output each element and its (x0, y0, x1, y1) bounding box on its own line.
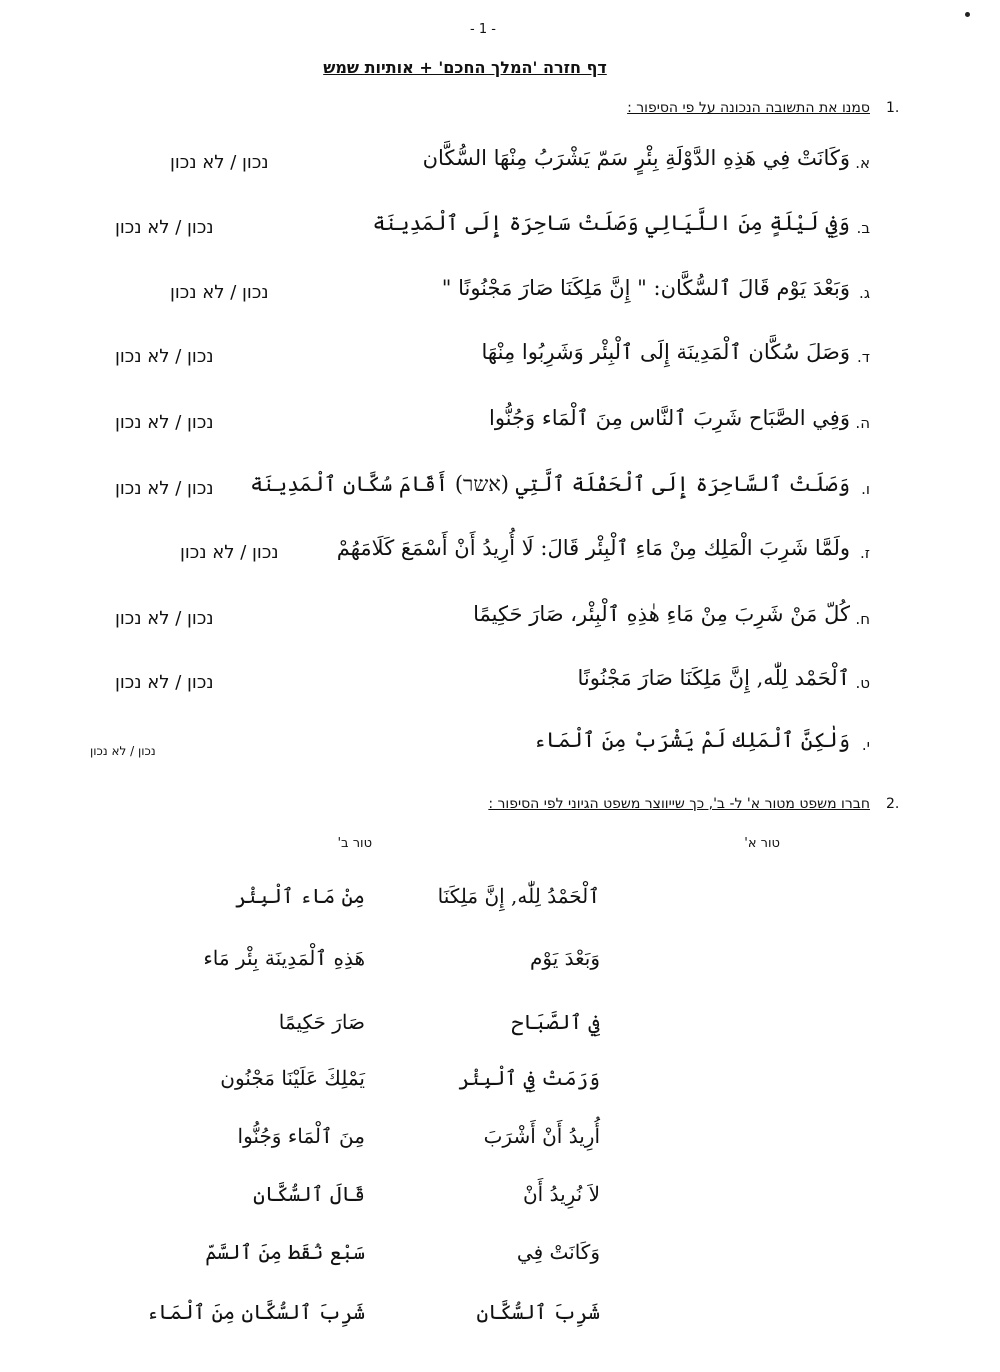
item-letter: ב. (856, 219, 870, 237)
item-letter: א. (855, 154, 870, 172)
column-b-phrase[interactable] (0, 946, 400, 986)
true-false-answer[interactable]: נכון / לא נכון (115, 478, 214, 499)
column-a-phrase[interactable] (400, 884, 800, 924)
arabic-sentence: وَلٰكِنَّ ٱلْمَلِك لَمْ يَشْرَبْ مِنَ ٱلْمَاء (533, 728, 850, 752)
true-false-answer[interactable]: נכון / לא נכון (115, 672, 214, 693)
column-b-text: يَمْلِكَ عَلَيْنَا مَجْنُون (220, 1066, 365, 1090)
arabic-sentence: وَبَعْدَ يَوْم قَالَ ٱلسُّكَّان: " إِنَّ مَلِكَنَا صَارَ مَجْنُونًا " (441, 276, 850, 300)
true-false-item (90, 724, 870, 768)
true-false-item (90, 662, 870, 706)
arabic-sentence: وَصَلَ سُكَّان ٱلْمَدِينَة إِلَى ٱلْبِئْر وَشَرِبُوا مِنْهَا (481, 340, 850, 364)
column-a-text: وَرَمَتْ فِي ٱلْبِئْر (458, 1066, 600, 1090)
column-a-phrase[interactable] (400, 1010, 800, 1050)
column-b-phrase[interactable] (0, 1300, 400, 1340)
column-a-text: شَرِبَ ٱلسُّكَّان (476, 1300, 600, 1324)
column-a-text: فِي ٱلصَّبَاح (511, 1010, 600, 1034)
true-false-item (90, 142, 870, 186)
column-a-phrase[interactable] (400, 946, 800, 986)
column-b-header: טור ב' (337, 836, 372, 851)
column-a-phrase[interactable] (400, 1240, 800, 1280)
column-a-text: أُرِيدُ أَنْ أَشْرَبَ (483, 1124, 600, 1148)
true-false-item (90, 598, 870, 642)
column-a-phrase[interactable] (400, 1300, 800, 1340)
item-letter: ז. (860, 544, 870, 562)
true-false-item (90, 532, 870, 576)
true-false-answer[interactable]: נכון / לא נכון (115, 346, 214, 367)
column-b-text: سَبْع نُقَط مِنَ ٱلسَّمّ (205, 1240, 365, 1264)
true-false-answer[interactable]: נכון / לא נכון (115, 608, 214, 629)
true-false-answer[interactable]: נכון / לא נכון (170, 152, 269, 173)
column-b-text: قَالَ ٱلسُّكَّان (253, 1182, 365, 1206)
column-b-phrase[interactable] (0, 1066, 400, 1106)
column-a-text: وَبَعْدَ يَوْم (529, 946, 600, 970)
column-b-text: هَذِهِ ٱلْمَدِينَة بِئْر مَاء (203, 946, 365, 970)
true-false-answer[interactable]: נכון / לא נכון (170, 282, 269, 303)
arabic-sentence: وَفِي لَيْلَةٍ مِنَ اللَّيَالِي وَصَلَتْ سَاحِرَة إِلَى ٱلْمَدِينَة (372, 211, 850, 235)
page-number: - 1 - (470, 22, 496, 37)
arabic-sentence: ٱلْحَمْد لِلّٰه, إِنَّ مَلِكَنَا صَارَ مَجْنُونًا (577, 666, 850, 690)
column-a-header: טור א' (744, 836, 780, 851)
true-false-item (90, 207, 870, 251)
column-b-phrase[interactable] (0, 1010, 400, 1050)
arabic-sentence: وَكَانَتْ فِي هَذِهِ الدَّوْلَةِ بِئْرٍ سَمّ يَشْرَبُ مِنْهَا السُّكَّان (422, 146, 850, 170)
column-a-phrase[interactable] (400, 1066, 800, 1106)
item-letter: ט. (855, 674, 870, 692)
column-a-text: لاَ نُرِيدُ أَنْ (522, 1182, 600, 1206)
column-b-text: شَرِبَ ٱلسُّكَّان مِنَ ٱلْمَاء (146, 1300, 365, 1324)
column-b-phrase[interactable] (0, 884, 400, 924)
true-false-item (90, 402, 870, 446)
arabic-sentence: وَفِي الصَّبَاح شَرِبَ ٱلنَّاس مِنَ ٱلْمَاء وَجُنُّوا (489, 406, 850, 430)
column-b-text: صَارَ حَكِيمًا (278, 1010, 365, 1034)
arabic-sentence: كُلّ مَنْ شَرِبَ مِنْ مَاءِ هٰذِهِ ٱلْبِئْر، صَارَ حَكِيمًا (473, 602, 850, 626)
true-false-item (90, 336, 870, 380)
column-a-text: وَكَانَتْ فِي (516, 1240, 600, 1264)
column-b-phrase[interactable] (0, 1124, 400, 1164)
page-title: דף חזרה 'המלך החכם' + אותיות שמש (323, 58, 607, 77)
item-letter: ה. (855, 414, 870, 432)
column-b-phrase[interactable] (0, 1182, 400, 1222)
question-1-instruction: סמנו את התשובה הנכונה על פי הסיפור : (627, 100, 870, 116)
question-1-number: 1. (886, 100, 900, 116)
question-2-number: 2. (886, 796, 900, 812)
arabic-sentence: وَصَلَتْ ٱلسَّاحِرَة إِلَى ٱلْحَفْلَة ٱلَّتِي (אשר) أَقَامَ سُكَّان ٱلْمَدِينَة (250, 472, 850, 496)
item-letter: ו. (861, 480, 870, 498)
true-false-answer[interactable]: נכון / לא נכון (90, 744, 156, 758)
item-letter: ג. (859, 284, 870, 302)
true-false-item (90, 468, 870, 512)
true-false-answer[interactable]: נכון / לא נכון (180, 542, 279, 563)
column-a-phrase[interactable] (400, 1182, 800, 1222)
column-b-text: مِنْ مَاء ٱلْبِئْر (235, 884, 365, 908)
arabic-sentence: ولَمَّا شَرِبَ الْمَلِك مِنْ مَاءِ ٱلْبِئْر قَالَ: لَا أُرِيدُ أَنْ أَسْمَعَ كَلَامَهُمْ (336, 536, 850, 560)
column-a-text: ٱلْحَمْدُ لِلّٰه, إِنَّ مَلِكَنَا (437, 884, 600, 908)
corner-dot (965, 12, 970, 17)
column-b-text: مِنَ ٱلْمَاء وَجُنُّوا (237, 1124, 365, 1148)
true-false-answer[interactable]: נכון / לא נכון (115, 412, 214, 433)
item-letter: ד. (857, 348, 870, 366)
item-letter: י. (861, 736, 870, 754)
question-2-instruction: חברו משפט מטור א' ל- ב', כך שייווצר משפט הגיוני לפי הסיפור : (488, 796, 870, 812)
true-false-item (90, 272, 870, 316)
item-letter: ח. (855, 610, 870, 628)
column-a-phrase[interactable] (400, 1124, 800, 1164)
column-b-phrase[interactable] (0, 1240, 400, 1280)
true-false-answer[interactable]: נכון / לא נכון (115, 217, 214, 238)
